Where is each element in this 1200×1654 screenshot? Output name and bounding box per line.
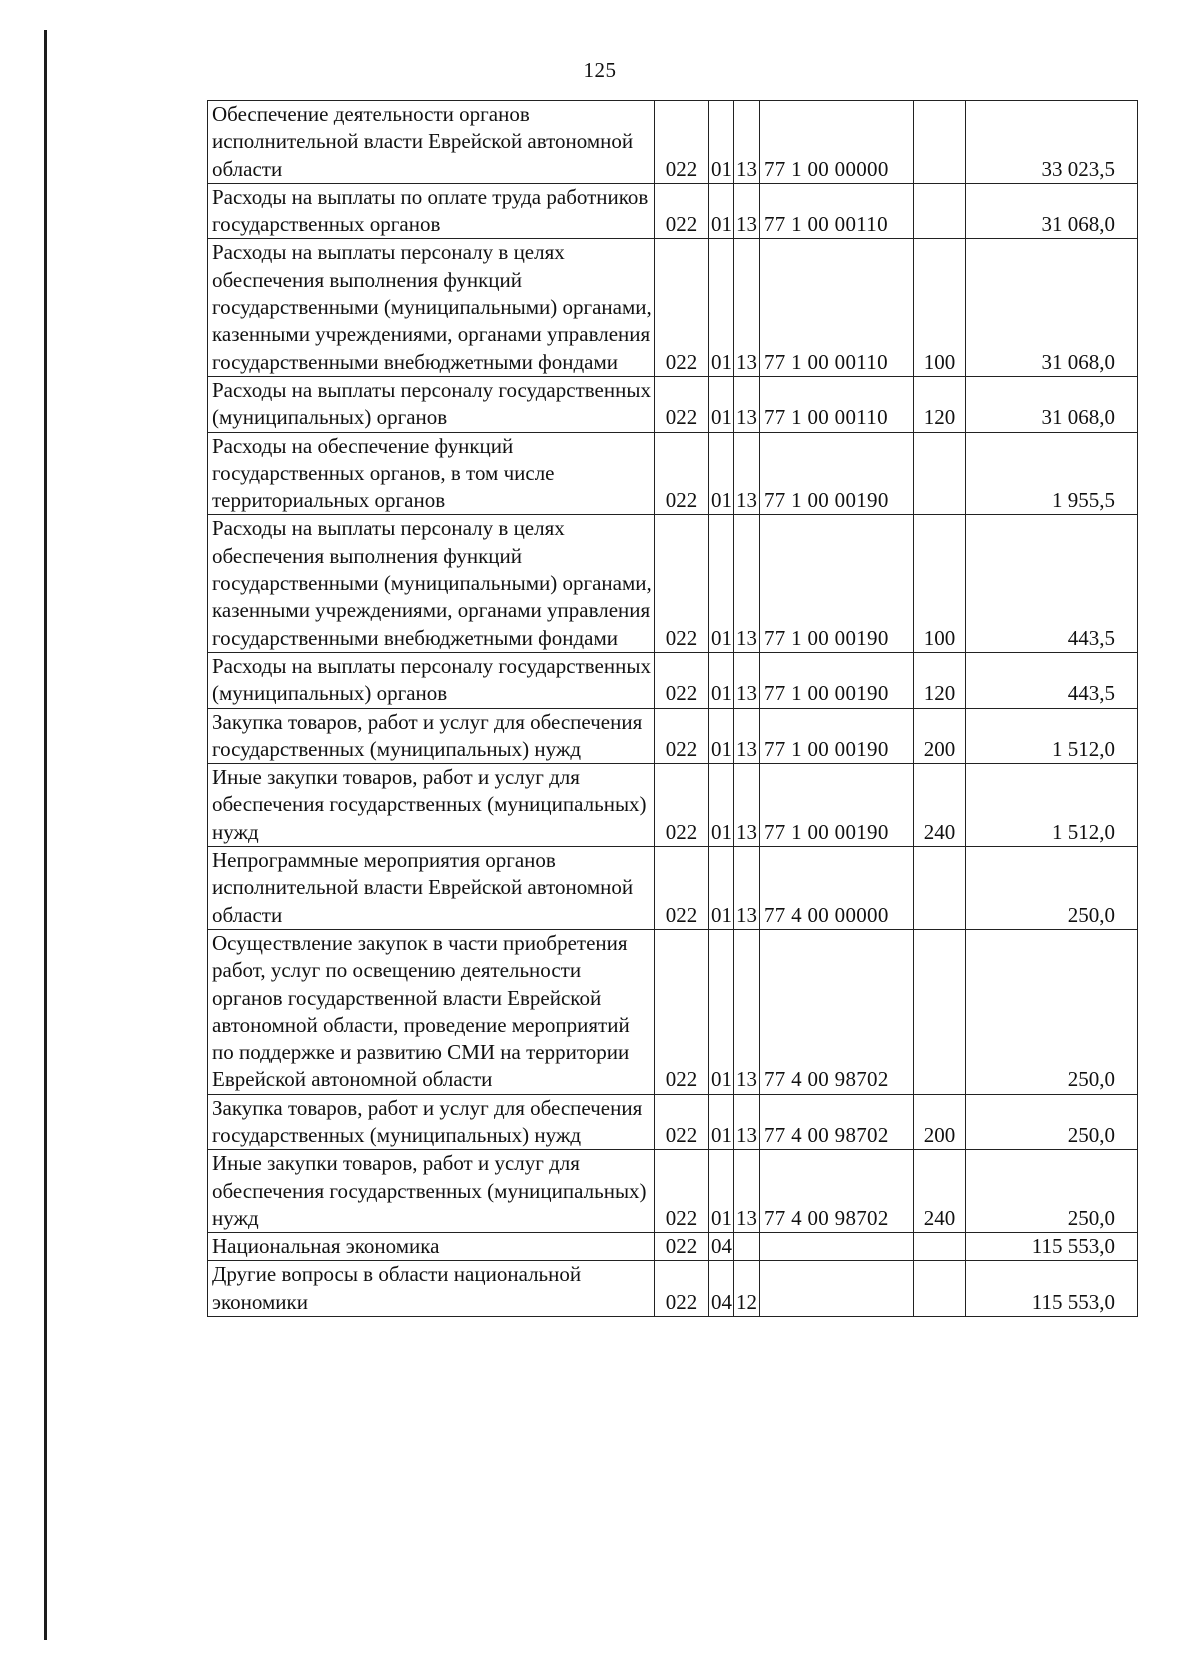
expense-type-code-cell: 240	[914, 1150, 966, 1233]
item-name-cell: Национальная экономика	[208, 1233, 655, 1261]
table-row	[208, 183, 1138, 239]
table-row	[208, 432, 1138, 515]
expense-type-code-cell: 120	[914, 376, 966, 432]
section-code-cell: 01	[709, 929, 734, 1094]
item-name-cell: Иные закупки товаров, работ и услуг для обеспечения государственных (муниципальных) нужд	[208, 1150, 655, 1233]
target-article-code-cell: 77 1 00 00190	[760, 652, 914, 708]
amount-cell: 1 955,5	[966, 432, 1138, 515]
target-article-code-cell: 77 4 00 00000	[760, 847, 914, 930]
item-name-cell: Закупка товаров, работ и услуг для обеспечения государственных (муниципальных) нужд	[208, 1094, 655, 1150]
table-row	[208, 847, 1138, 930]
target-article-code-cell: 77 1 00 00190	[760, 432, 914, 515]
expense-type-code-cell	[914, 101, 966, 184]
subsection-code-cell: 13	[734, 1150, 760, 1233]
target-article-code-cell: 77 1 00 00190	[760, 708, 914, 764]
item-name-cell: Расходы на выплаты персоналу в целях обеспечения выполнения функций государственными (муниципальными) органами, казенными учреждениями, органами управления государственными внебюджетными фондами	[208, 515, 655, 652]
section-code-cell: 01	[709, 239, 734, 376]
subsection-code-cell: 13	[734, 376, 760, 432]
subsection-code-cell: 13	[734, 432, 760, 515]
section-code-cell: 01	[709, 652, 734, 708]
amount-cell: 443,5	[966, 515, 1138, 652]
section-code-cell: 01	[709, 1094, 734, 1150]
target-article-code-cell	[760, 1261, 914, 1317]
subsection-code-cell: 13	[734, 1094, 760, 1150]
expense-type-code-cell: 200	[914, 708, 966, 764]
subsection-code-cell: 13	[734, 652, 760, 708]
subsection-code-cell: 13	[734, 764, 760, 847]
target-article-code-cell: 77 1 00 00110	[760, 239, 914, 376]
subsection-code-cell: 13	[734, 708, 760, 764]
item-name-cell: Расходы на обеспечение функций государственных органов, в том числе территориальных органов	[208, 432, 655, 515]
admin-code-cell: 022	[655, 432, 709, 515]
amount-cell: 250,0	[966, 1150, 1138, 1233]
table-body	[208, 101, 1138, 1317]
expense-type-code-cell	[914, 929, 966, 1094]
subsection-code-cell	[734, 1233, 760, 1261]
admin-code-cell: 022	[655, 1094, 709, 1150]
target-article-code-cell: 77 1 00 00110	[760, 376, 914, 432]
item-name-cell: Расходы на выплаты персоналу государственных (муниципальных) органов	[208, 652, 655, 708]
amount-cell: 115 553,0	[966, 1261, 1138, 1317]
table-row	[208, 1094, 1138, 1150]
page-number: 125	[583, 58, 617, 82]
target-article-code-cell: 77 1 00 00110	[760, 183, 914, 239]
section-code-cell: 04	[709, 1261, 734, 1317]
table-row	[208, 515, 1138, 652]
section-code-cell: 01	[709, 515, 734, 652]
amount-cell: 115 553,0	[966, 1233, 1138, 1261]
table-row	[208, 1233, 1138, 1261]
amount-cell: 1 512,0	[966, 764, 1138, 847]
amount-cell: 31 068,0	[966, 239, 1138, 376]
section-code-cell: 01	[709, 376, 734, 432]
admin-code-cell: 022	[655, 1261, 709, 1317]
admin-code-cell: 022	[655, 183, 709, 239]
admin-code-cell: 022	[655, 1150, 709, 1233]
subsection-code-cell: 13	[734, 847, 760, 930]
amount-cell: 33 023,5	[966, 101, 1138, 184]
item-name-cell: Расходы на выплаты персоналу государственных (муниципальных) органов	[208, 376, 655, 432]
section-code-cell: 01	[709, 764, 734, 847]
expense-type-code-cell	[914, 432, 966, 515]
amount-cell: 250,0	[966, 847, 1138, 930]
item-name-cell: Расходы на выплаты персоналу в целях обеспечения выполнения функций государственными (муниципальными) органами, казенными учреждениями, органами управления государственными внебюджетными фондами	[208, 239, 655, 376]
admin-code-cell: 022	[655, 515, 709, 652]
table-row	[208, 239, 1138, 376]
item-name-cell: Расходы на выплаты по оплате труда работников государственных органов	[208, 183, 655, 239]
subsection-code-cell: 13	[734, 515, 760, 652]
section-code-cell: 04	[709, 1233, 734, 1261]
budget-table	[207, 100, 1138, 1317]
admin-code-cell: 022	[655, 652, 709, 708]
expense-type-code-cell: 100	[914, 515, 966, 652]
section-code-cell: 01	[709, 847, 734, 930]
admin-code-cell: 022	[655, 101, 709, 184]
amount-cell: 31 068,0	[966, 183, 1138, 239]
amount-cell: 31 068,0	[966, 376, 1138, 432]
admin-code-cell: 022	[655, 239, 709, 376]
subsection-code-cell: 13	[734, 239, 760, 376]
table-row	[208, 1261, 1138, 1317]
section-code-cell: 01	[709, 432, 734, 515]
table-row	[208, 376, 1138, 432]
subsection-code-cell: 13	[734, 929, 760, 1094]
expense-type-code-cell: 120	[914, 652, 966, 708]
item-name-cell: Обеспечение деятельности органов исполнительной власти Еврейской автономной области	[208, 101, 655, 184]
table-row	[208, 1150, 1138, 1233]
admin-code-cell: 022	[655, 1233, 709, 1261]
amount-cell: 250,0	[966, 929, 1138, 1094]
subsection-code-cell: 12	[734, 1261, 760, 1317]
admin-code-cell: 022	[655, 764, 709, 847]
admin-code-cell: 022	[655, 847, 709, 930]
section-code-cell: 01	[709, 1150, 734, 1233]
amount-cell: 443,5	[966, 652, 1138, 708]
section-code-cell: 01	[709, 101, 734, 184]
subsection-code-cell: 13	[734, 101, 760, 184]
expense-type-code-cell	[914, 1261, 966, 1317]
expense-type-code-cell: 240	[914, 764, 966, 847]
table-row	[208, 652, 1138, 708]
amount-cell: 250,0	[966, 1094, 1138, 1150]
target-article-code-cell: 77 4 00 98702	[760, 1150, 914, 1233]
target-article-code-cell: 77 1 00 00190	[760, 764, 914, 847]
admin-code-cell: 022	[655, 376, 709, 432]
target-article-code-cell: 77 4 00 98702	[760, 929, 914, 1094]
admin-code-cell: 022	[655, 708, 709, 764]
table-row	[208, 101, 1138, 184]
section-code-cell: 01	[709, 708, 734, 764]
expense-type-code-cell: 100	[914, 239, 966, 376]
expense-type-code-cell: 200	[914, 1094, 966, 1150]
section-code-cell: 01	[709, 183, 734, 239]
target-article-code-cell: 77 1 00 00000	[760, 101, 914, 184]
expense-type-code-cell	[914, 183, 966, 239]
table-row	[208, 708, 1138, 764]
target-article-code-cell: 77 4 00 98702	[760, 1094, 914, 1150]
subsection-code-cell: 13	[734, 183, 760, 239]
target-article-code-cell	[760, 1233, 914, 1261]
expense-type-code-cell	[914, 1233, 966, 1261]
table-row	[208, 764, 1138, 847]
item-name-cell: Осуществление закупок в части приобретения работ, услуг по освещению деятельности органов государственной власти Еврейской автономной области, проведение мероприятий по поддержке и развитию СМИ на территории Еврейской автономной области	[208, 929, 655, 1094]
target-article-code-cell: 77 1 00 00190	[760, 515, 914, 652]
scan-edge-line	[44, 30, 47, 1640]
amount-cell: 1 512,0	[966, 708, 1138, 764]
admin-code-cell: 022	[655, 929, 709, 1094]
item-name-cell: Другие вопросы в области национальной экономики	[208, 1261, 655, 1317]
item-name-cell: Закупка товаров, работ и услуг для обеспечения государственных (муниципальных) нужд	[208, 708, 655, 764]
table-row	[208, 929, 1138, 1094]
item-name-cell: Непрограммные мероприятия органов исполнительной власти Еврейской автономной области	[208, 847, 655, 930]
item-name-cell: Иные закупки товаров, работ и услуг для обеспечения государственных (муниципальных) нужд	[208, 764, 655, 847]
expense-type-code-cell	[914, 847, 966, 930]
